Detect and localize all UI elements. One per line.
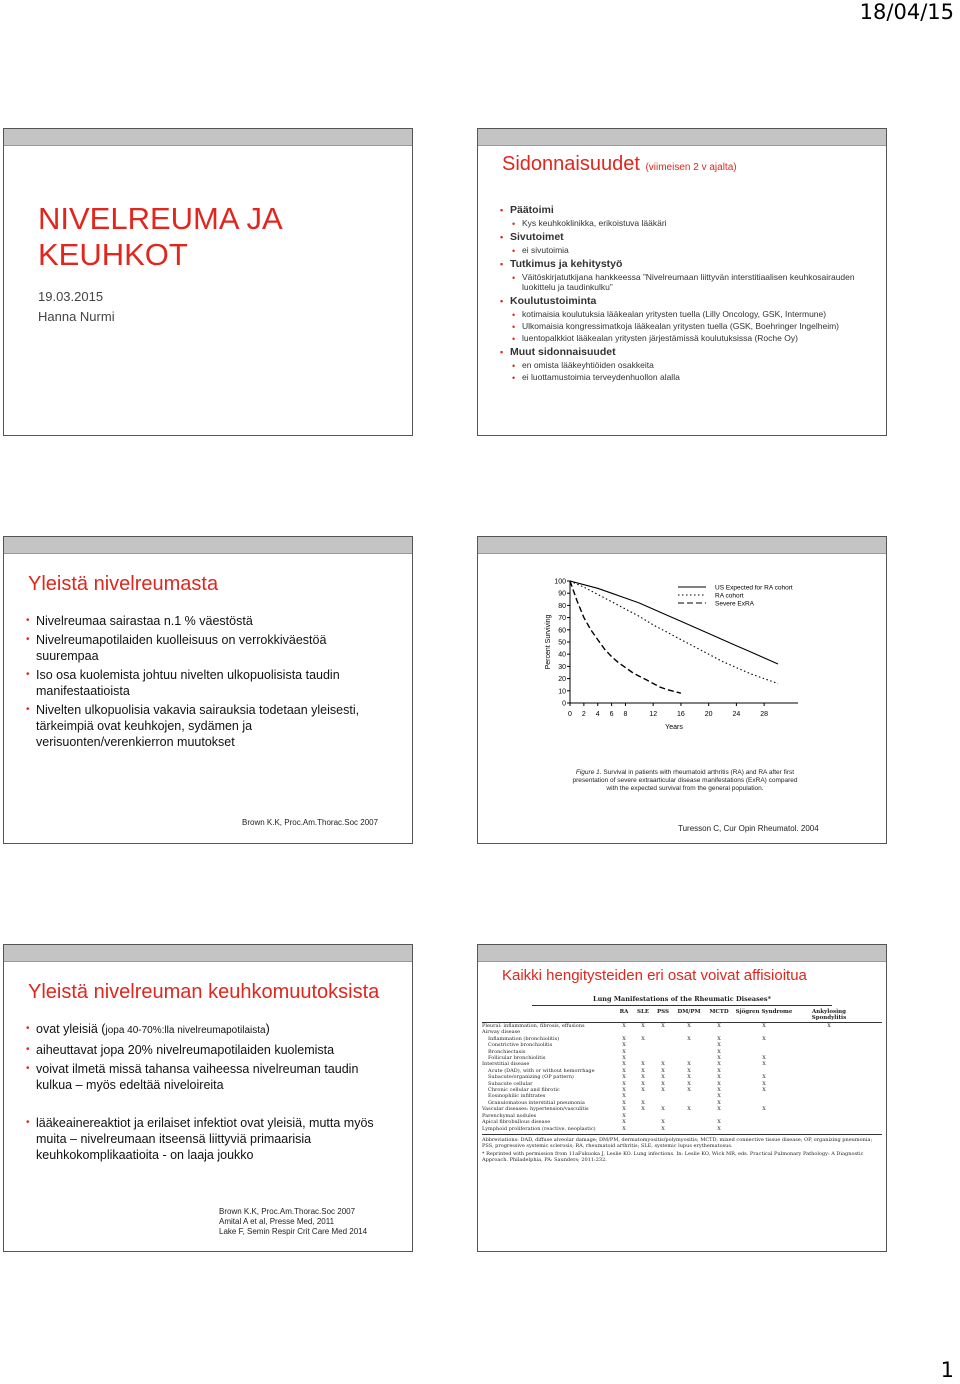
table-cell: X [762,1106,766,1113]
table-column-header: Sjögren Syndrome [735,1009,793,1015]
slide-lung-changes [3,944,413,1252]
page-date: 18/04/15 [859,0,954,24]
table-cell: X [717,1067,721,1074]
table-cell: X [622,1061,626,1068]
table-row-label: Acute (DAD), with or without hemorrhage [488,1067,595,1074]
series-line-0 [570,581,778,664]
slide-disclosures [477,128,887,436]
table-cell: X [717,1080,721,1087]
table-cell: X [717,1087,721,1094]
table-cell: X [661,1023,665,1029]
table-row-label: Granulomatous interstitial pneumonia [488,1099,585,1106]
slide-general-ra [3,536,413,844]
slide-survival-chart [477,536,887,844]
disclosure-detail: • Kys keuhkoklinikka, erikoistuva lääkäri [512,218,860,228]
disclosure-detail: • Väitöskirjatutkijana hankkeessa ”Nivelreumaan liittyvän interstitiaalisen keuhkosairauden luokittelu ja taudinkulku” [512,272,860,292]
slide-heading [502,153,737,176]
reference-line: Lake F, Semin Respir Crit Care Med 2014 [219,1227,368,1236]
table-cell: X [622,1042,626,1049]
table-row-label: Inflammation (bronchiolitis) [488,1035,560,1042]
x-tick-label: 8 [623,711,628,718]
references [219,1207,367,1237]
bullet-item: • Nivelreumapotilaiden kuolleisuus on verrokkiväestöä suurempaa [26,632,376,664]
legend-label: Severe ExRA [715,600,755,608]
table-row-label: Follicular bronchiolitis [488,1055,546,1062]
table-cell [734,1126,794,1132]
slide-top-bar [478,129,886,146]
y-tick-label: 100 [554,578,566,586]
table-cell: X [622,1112,626,1119]
bullet-list [26,1021,386,1096]
table-cell: X [717,1074,721,1081]
slide-top-bar [4,537,412,554]
table-cell: X [717,1099,721,1106]
table-cell: X [641,1067,645,1074]
bullet-item: • lääkeainereaktiot ja erilaiset infektiot ovat yleisiä, mutta myös muita – nivelreumaan itseensä liittyviä primaarisia keuhkokomplikaatioita - on laaja joukko [26,1115,386,1163]
table-cell: X [661,1087,665,1094]
table-cell: X [687,1074,691,1081]
table-column-header: PSS [657,1009,669,1015]
table-cell: X [622,1074,626,1081]
table-cell: X [661,1074,665,1081]
table-row-label: Interstitial disease [482,1061,530,1068]
slide-author: Hanna Nurmi [38,309,115,324]
slide-title [3,128,413,436]
table-cell: X [717,1042,721,1049]
x-tick-label: 0 [568,711,572,718]
slide-top-bar [4,129,412,146]
x-tick-label: 16 [677,711,685,718]
table-cell: X [622,1067,626,1074]
table-cell: X [641,1023,645,1029]
y-tick-label: 10 [558,688,566,696]
x-tick-label: 2 [581,711,586,718]
disclosure-list [500,201,860,382]
table-abbreviations: Abbreviations: DAD, diffuse alveolar damage; DM/PM, dermatomyositis/polymyositis; MCTD, mixed connective tissue disease; OP, organizing pneumonia; PSS, progressive systemic sclerosis; RA, rheumatoid arthritis; SLE, systemic lupus erythematosus. [482,1134,882,1149]
table-cell: X [622,1119,626,1126]
table-row-label: Pleural: inflammation, fibrosis, effusions [482,1023,585,1029]
table-column-header: DM/PM [677,1009,701,1015]
table-cell: X [641,1080,645,1087]
y-tick-label: 80 [558,602,566,610]
table-cell: X [622,1035,626,1042]
table-cell: X [687,1087,691,1094]
table-cell: X [762,1023,766,1029]
table-row-label: Subacute/organizing (OP pattern) [488,1074,574,1081]
table-cell [794,1126,864,1132]
bullet-item: • aiheuttavat jopa 20% nivelreumapotilaiden kuolemista [26,1042,386,1058]
x-tick-label: 24 [732,711,741,718]
table-cell: X [641,1099,645,1106]
disclosure-detail: • ei sivutoimia [512,245,860,255]
bullet-end: ) [265,1022,270,1036]
table-row-label: Airway disease [482,1029,521,1036]
table-cell: X [622,1055,626,1062]
table-column-header: Ankylosing Spondylitis [811,1009,847,1021]
y-tick-label: 20 [558,676,566,684]
table-cell: X [687,1080,691,1087]
slide-title-heading [38,201,283,273]
slide-top-bar [478,537,886,554]
table-cell: X [717,1048,721,1055]
bullet-item: • Iso osa kuolemista johtuu nivelten ulkopuolisista taudin manifestaatioista [26,667,376,699]
reference: Turesson C, Cur Opin Rheumatol. 2004 [678,824,819,833]
disclosure-detail: • luentopalkkiot lääkealan yritysten järjestämissä koulutuksissa (Roche Oy) [512,333,860,343]
disclosure-detail: • kotimaisia koulutuksia lääkealan yritysten tuella (Lilly Oncology, GSK, Intermune) [512,309,860,319]
table-cell: X [687,1061,691,1068]
caption-text: Survival in patients with rheumatoid arthritis (RA) and RA after first presentation of severe extraarticular disease manifestations (ExRA) compared with the expected survival from the general population. [572,769,798,792]
y-tick-label: 60 [558,627,566,635]
table-cell: X [717,1119,721,1126]
disclosure-detail: • en omista lääkeyhtiöiden osakkeita [512,360,860,370]
table-cell: X [622,1087,626,1094]
table-cell: X [762,1087,766,1094]
slide-heading: Kaikki hengitysteiden eri osat voivat affisioitua [502,967,807,984]
heading-text: Sidonnaisuudet [502,153,640,175]
table-cell: X [687,1035,691,1042]
table-footnote: * Reprinted with permission from 11aFukuoka J, Leslie KO. Lung infections. In: Leslie KO, Wick MR, eds. Practical Pulmonary Pathology: A Diagnostic Approach. Philadelphia, PA: Saunders; 2011:232. [482,1150,864,1163]
reference-line: Amital A et al, Presse Med, 2011 [219,1217,335,1226]
slide-heading: Yleistä nivelreuman keuhkomuutoksista [28,981,380,1003]
table-cell: X [661,1061,665,1068]
table-cell: X [661,1106,665,1113]
table-row-label: Apical fibrobullous disease [482,1119,551,1126]
x-tick-label: 28 [760,711,769,718]
x-tick-label: 6 [609,711,614,718]
table-cell: X [717,1125,721,1132]
table-cell: X [622,1080,626,1087]
reference-line: Brown K.K, Proc.Am.Thorac.Soc 2007 [219,1207,356,1216]
disclosure-detail: • Ulkomaisia kongressimatkoja lääkealan yritysten tuella (GSK, Boehringer Ingelheim) [512,321,860,331]
table-cell: X [661,1067,665,1074]
table-cell: X [622,1099,626,1106]
y-tick-label: 90 [558,590,566,598]
table-cell: X [641,1035,645,1042]
table-cell: X [717,1023,721,1029]
reference: Brown K.K, Proc.Am.Thorac.Soc 2007 [242,818,379,827]
table-cell [674,1126,704,1132]
legend-label: RA cohort [715,592,744,600]
x-tick-label: 20 [704,711,713,718]
table-cell: X [762,1074,766,1081]
disclosure-detail: • ei luottamustoimia terveydenhuollon alalla [512,372,860,382]
table-cell: X [762,1055,766,1062]
table-column-header: SLE [636,1009,650,1015]
table-cell: X [622,1125,626,1132]
table-row-label: Subacute cellular [488,1080,533,1087]
survival-chart [478,569,887,769]
table-cell: X [641,1087,645,1094]
table-cell: X [661,1125,665,1132]
slide-top-bar [478,945,886,962]
manifestations-table [482,995,882,1163]
table-cell: X [762,1035,766,1042]
figure-caption [570,769,800,793]
table-cell: X [762,1080,766,1087]
bullet-list-2 [26,1115,386,1166]
y-tick-label: 0 [562,700,566,708]
table-row-label: Bronchiectasis [488,1048,526,1055]
table-row-label: Lymphoid proliferation (reactive, neoplastic) [482,1125,596,1132]
bullet-item [26,1021,386,1039]
x-tick-label: 4 [595,711,600,718]
table-cell: X [717,1093,721,1100]
y-tick-label: 30 [558,663,566,671]
heading-note: (viimeisen 2 v ajalta) [645,162,737,173]
slide-date: 19.03.2015 [38,289,104,304]
table-cell: X [622,1093,626,1100]
table-row-label: Vascular diseases: hypertension/vasculitis [482,1106,589,1113]
table-cell: X [827,1023,831,1029]
table-cell: X [622,1023,626,1029]
table-cell: X [641,1074,645,1081]
bullet-item: • Nivelten ulkopuolisia vakavia sairauksia todetaan yleisesti, tärkeimpiä ovat keuhkojen, sydämen ja verisuonten/verenkierron muutokset [26,702,376,750]
table-row-label: Chronic cellular and fibrotic [488,1087,560,1094]
title-line-1: NIVELREUMA JA [38,201,283,236]
y-tick-label: 40 [558,651,566,659]
slide-lung-manifestations [477,944,887,1252]
disclosure-heading: • Koulutustoiminta [500,295,860,307]
table-cell: X [641,1106,645,1113]
bullet-small: jopa 40-70%:lla nivelreumapotilaista [105,1025,266,1036]
table-row-label: Parenchymal nodules [482,1112,537,1119]
title-line-2: KEUHKOT [38,237,188,272]
series-line-1 [570,581,778,684]
table-cell: X [717,1035,721,1042]
bullet-item: • voivat ilmetä missä tahansa vaiheessa nivelreuman taudin kulkua – myös edeltää niveloireita [26,1061,386,1093]
table-cell: X [687,1106,691,1113]
table-column-header: MCTD [709,1009,729,1015]
table-cell: X [622,1106,626,1113]
caption-label: Figure 1. [575,769,602,776]
page-number: 1 [940,1358,954,1382]
bullet-main: ovat yleisiä ( [36,1022,106,1036]
table-row [482,1126,882,1132]
bullet-item: • Nivelreumaa sairastaa n.1 % väestöstä [26,613,376,629]
disclosure-heading: • Tutkimus ja kehitystyö [500,258,860,270]
x-tick-label: 12 [649,711,658,718]
y-tick-label: 50 [558,639,566,647]
table-column-header: RA [619,1009,629,1015]
table-row-label: Constrictive bronchiolitis [488,1042,553,1049]
table-cell: X [717,1061,721,1068]
table-cell: X [661,1080,665,1087]
disclosure-heading: • Muut sidonnaisuudet [500,346,860,358]
table-cell: X [717,1055,721,1062]
x-axis-label: Years [665,724,683,731]
table-cell: X [641,1061,645,1068]
table-cell [634,1126,652,1132]
table-cell: X [622,1048,626,1055]
table-row-label: Eosinophilic infiltrates [488,1093,546,1100]
table-cell: X [687,1067,691,1074]
table-cell: X [687,1023,691,1029]
disclosure-heading: • Päätoimi [500,204,860,216]
table-header [482,1009,882,1023]
bullet-list [26,613,376,753]
y-tick-label: 70 [558,615,566,623]
table-cell: X [661,1119,665,1126]
disclosure-heading: • Sivutoimet [500,231,860,243]
slide-heading: Yleistä nivelreumasta [28,573,219,595]
table-cell: X [717,1106,721,1113]
legend-label: US Expected for RA cohort [715,584,793,592]
slide-top-bar [4,945,412,962]
table-cell: X [762,1061,766,1068]
y-axis-label: Percent Surviving [545,614,552,670]
table-title: Lung Manifestations of the Rheumatic Diseases* [532,995,832,1006]
